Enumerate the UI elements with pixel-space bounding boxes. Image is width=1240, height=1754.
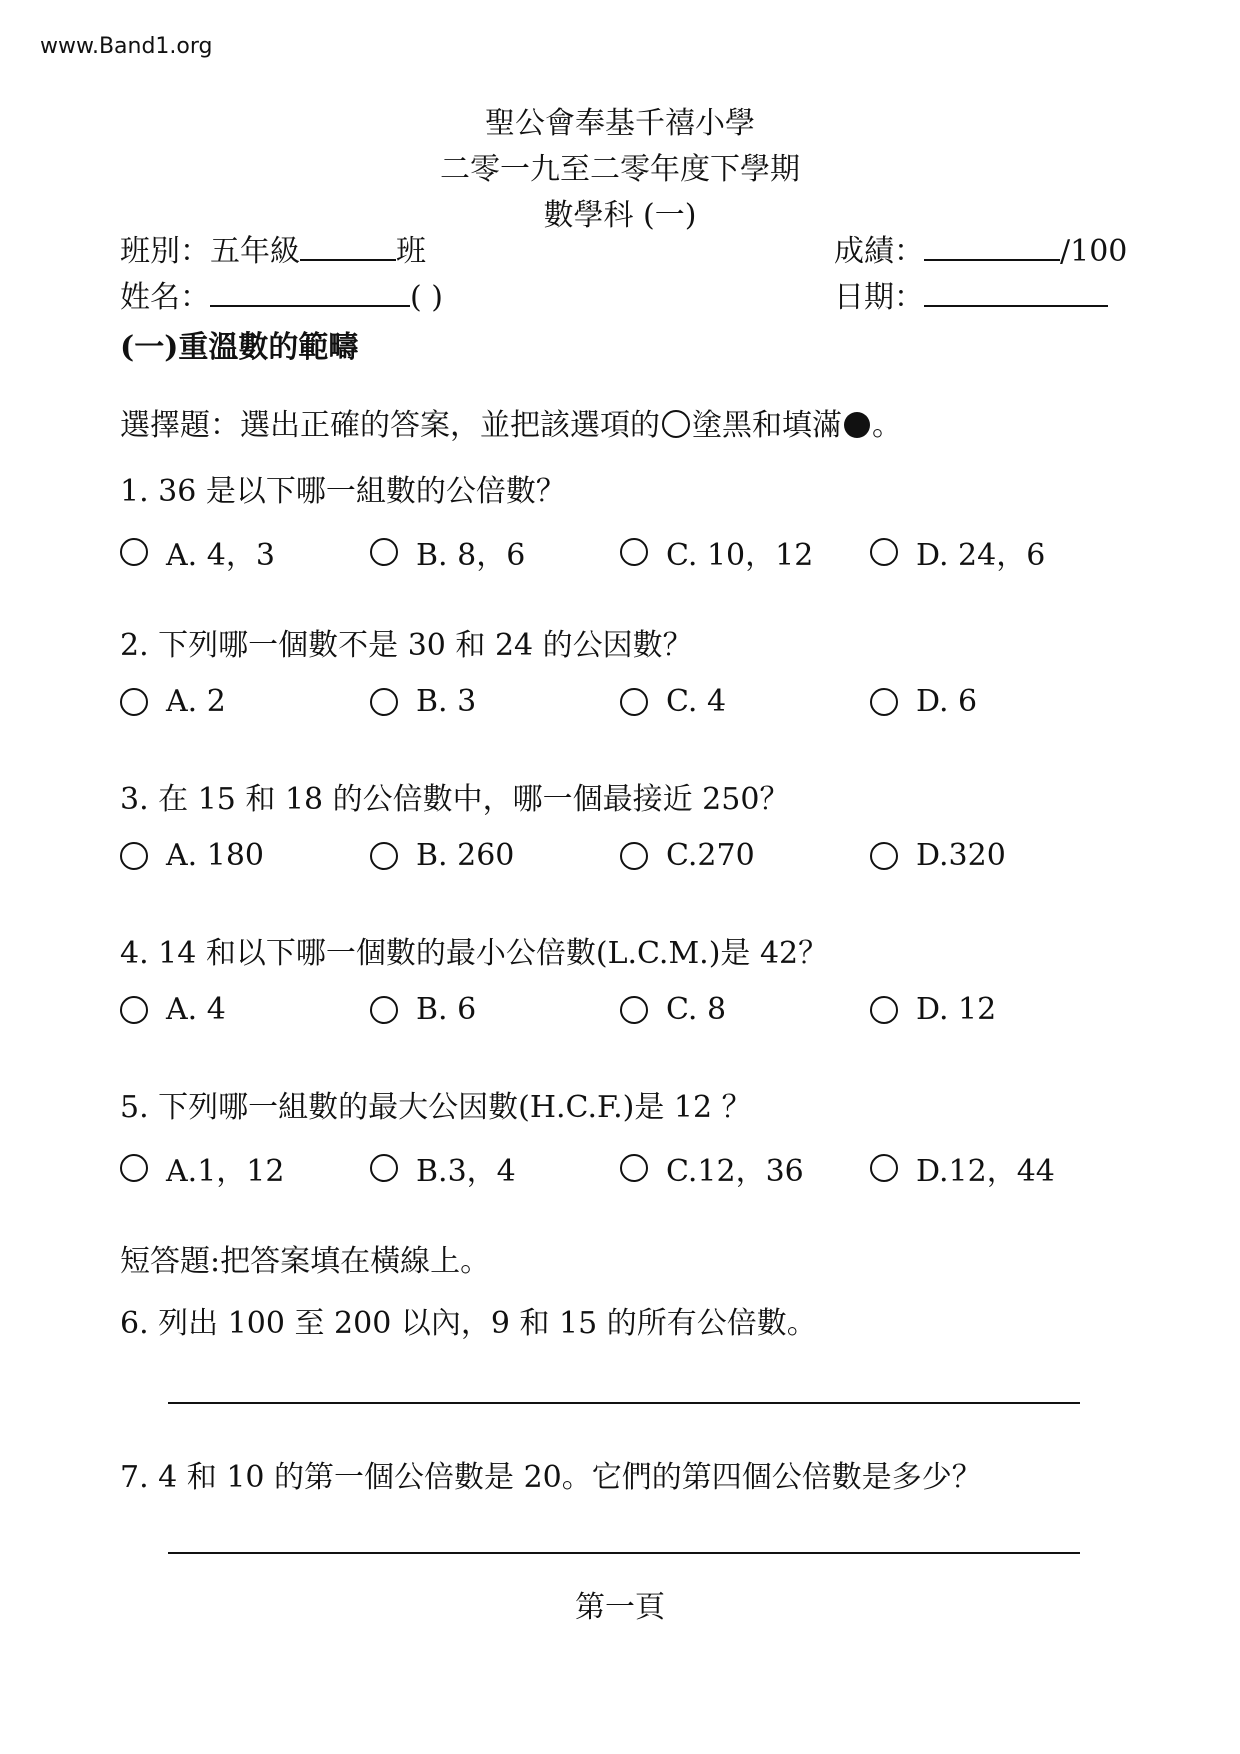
radio-circle-icon[interactable] [370, 996, 398, 1024]
date-field [834, 272, 1108, 316]
option-3c[interactable] [620, 838, 755, 873]
radio-circle-icon[interactable] [870, 842, 898, 870]
option-label: A. 2 [166, 684, 226, 719]
radio-circle-icon[interactable] [370, 688, 398, 716]
radio-circle-icon[interactable] [870, 996, 898, 1024]
score-field [834, 226, 1127, 270]
option-2d[interactable] [870, 684, 977, 719]
radio-circle-icon[interactable] [620, 538, 648, 566]
date-label: 日期： [834, 280, 924, 315]
name-label: 姓名： [120, 280, 210, 315]
option-label: C. 4 [666, 684, 727, 719]
filled-circle-icon [844, 412, 870, 438]
question-4: 4. 14 和以下哪一個數的最小公倍數(L.C.M.)是 42？ [120, 936, 829, 971]
short-answer-instruction: 短答題:把答案填在橫線上。 [120, 1244, 491, 1279]
option-5b[interactable] [370, 1146, 516, 1190]
option-1b[interactable] [370, 530, 525, 574]
school-name: 聖公會奉基千禧小學 [485, 106, 755, 141]
answer-line-7[interactable] [168, 1552, 1080, 1554]
date-blank [924, 279, 1108, 307]
radio-circle-icon[interactable] [120, 842, 148, 870]
score-blank [924, 233, 1060, 261]
option-label: C. 8 [666, 992, 727, 1027]
option-label: A.1，12 [166, 1154, 285, 1189]
option-label: D. 24，6 [916, 538, 1046, 573]
option-4a[interactable] [120, 992, 226, 1027]
class-field [120, 226, 426, 270]
answer-line-6[interactable] [168, 1402, 1080, 1404]
radio-circle-icon[interactable] [120, 538, 148, 566]
radio-circle-icon[interactable] [620, 1154, 648, 1182]
option-5c[interactable] [620, 1146, 804, 1190]
empty-circle-icon [662, 410, 690, 438]
radio-circle-icon[interactable] [620, 842, 648, 870]
section-title: (一)重溫數的範疇 [120, 330, 359, 365]
class-suffix: 班 [396, 234, 426, 269]
option-label: B. 3 [416, 684, 477, 719]
page-number: 第一頁 [575, 1590, 665, 1625]
score-label: 成績： [834, 234, 924, 269]
term-title: 二零一九至二零年度下學期 [440, 152, 800, 187]
option-3b[interactable] [370, 838, 514, 873]
watermark: www.Band1.org [40, 34, 213, 59]
option-label: C. 10，12 [666, 538, 814, 573]
question-6: 6. 列出 100 至 200 以內，9 和 15 的所有公倍數。 [120, 1306, 817, 1341]
option-3a[interactable] [120, 838, 264, 873]
radio-circle-icon[interactable] [120, 688, 148, 716]
option-label: A. 180 [166, 838, 264, 873]
radio-circle-icon[interactable] [620, 996, 648, 1024]
question-7: 7. 4 和 10 的第一個公倍數是 20。它們的第四個公倍數是多少？ [120, 1460, 982, 1495]
option-label: D. 12 [916, 992, 997, 1027]
option-4b[interactable] [370, 992, 476, 1027]
option-label: B. 8，6 [416, 538, 526, 573]
option-label: D. 6 [916, 684, 978, 719]
mc-instruction-after: 。 [872, 408, 902, 443]
radio-circle-icon[interactable] [870, 538, 898, 566]
question-3: 3. 在 15 和 18 的公倍數中，哪一個最接近 250？ [120, 782, 790, 817]
question-2: 2. 下列哪一個數不是 30 和 24 的公因數？ [120, 628, 693, 663]
radio-circle-icon[interactable] [370, 538, 398, 566]
option-2b[interactable] [370, 684, 476, 719]
mc-instruction [120, 400, 902, 444]
option-3d[interactable] [870, 838, 1006, 873]
score-total: /100 [1060, 234, 1128, 269]
mc-instruction-middle: 塗黑和填滿 [692, 408, 842, 443]
option-label: D.320 [916, 838, 1006, 873]
name-field [120, 272, 443, 316]
option-4c[interactable] [620, 992, 726, 1027]
radio-circle-icon[interactable] [120, 1154, 148, 1182]
mc-instruction-before: 選擇題：選出正確的答案，並把該選項的 [120, 408, 660, 443]
radio-circle-icon[interactable] [870, 1154, 898, 1182]
option-5d[interactable] [870, 1146, 1055, 1190]
name-suffix: ( ) [410, 280, 443, 315]
name-blank [210, 279, 410, 307]
class-blank [300, 233, 396, 261]
radio-circle-icon[interactable] [620, 688, 648, 716]
radio-circle-icon[interactable] [120, 996, 148, 1024]
option-5a[interactable] [120, 1146, 284, 1190]
option-label: B. 6 [416, 992, 477, 1027]
option-label: D.12，44 [916, 1154, 1055, 1189]
radio-circle-icon[interactable] [870, 688, 898, 716]
option-label: C.12，36 [666, 1154, 804, 1189]
radio-circle-icon[interactable] [370, 1154, 398, 1182]
option-1d[interactable] [870, 530, 1045, 574]
option-label: A. 4，3 [166, 538, 275, 573]
option-label: A. 4 [166, 992, 226, 1027]
option-2a[interactable] [120, 684, 226, 719]
option-1c[interactable] [620, 530, 813, 574]
option-1a[interactable] [120, 530, 275, 574]
subject-title: 數學科 (一) [543, 198, 697, 233]
option-label: C.270 [666, 838, 755, 873]
class-label: 班別：五年級 [120, 234, 300, 269]
option-2c[interactable] [620, 684, 726, 719]
radio-circle-icon[interactable] [370, 842, 398, 870]
option-label: B. 260 [416, 838, 515, 873]
question-1: 1. 36 是以下哪一組數的公倍數？ [120, 474, 566, 509]
question-5: 5. 下列哪一組數的最大公因數(H.C.F.)是 12 ？ [120, 1090, 752, 1125]
option-label: B.3，4 [416, 1154, 516, 1189]
option-4d[interactable] [870, 992, 996, 1027]
